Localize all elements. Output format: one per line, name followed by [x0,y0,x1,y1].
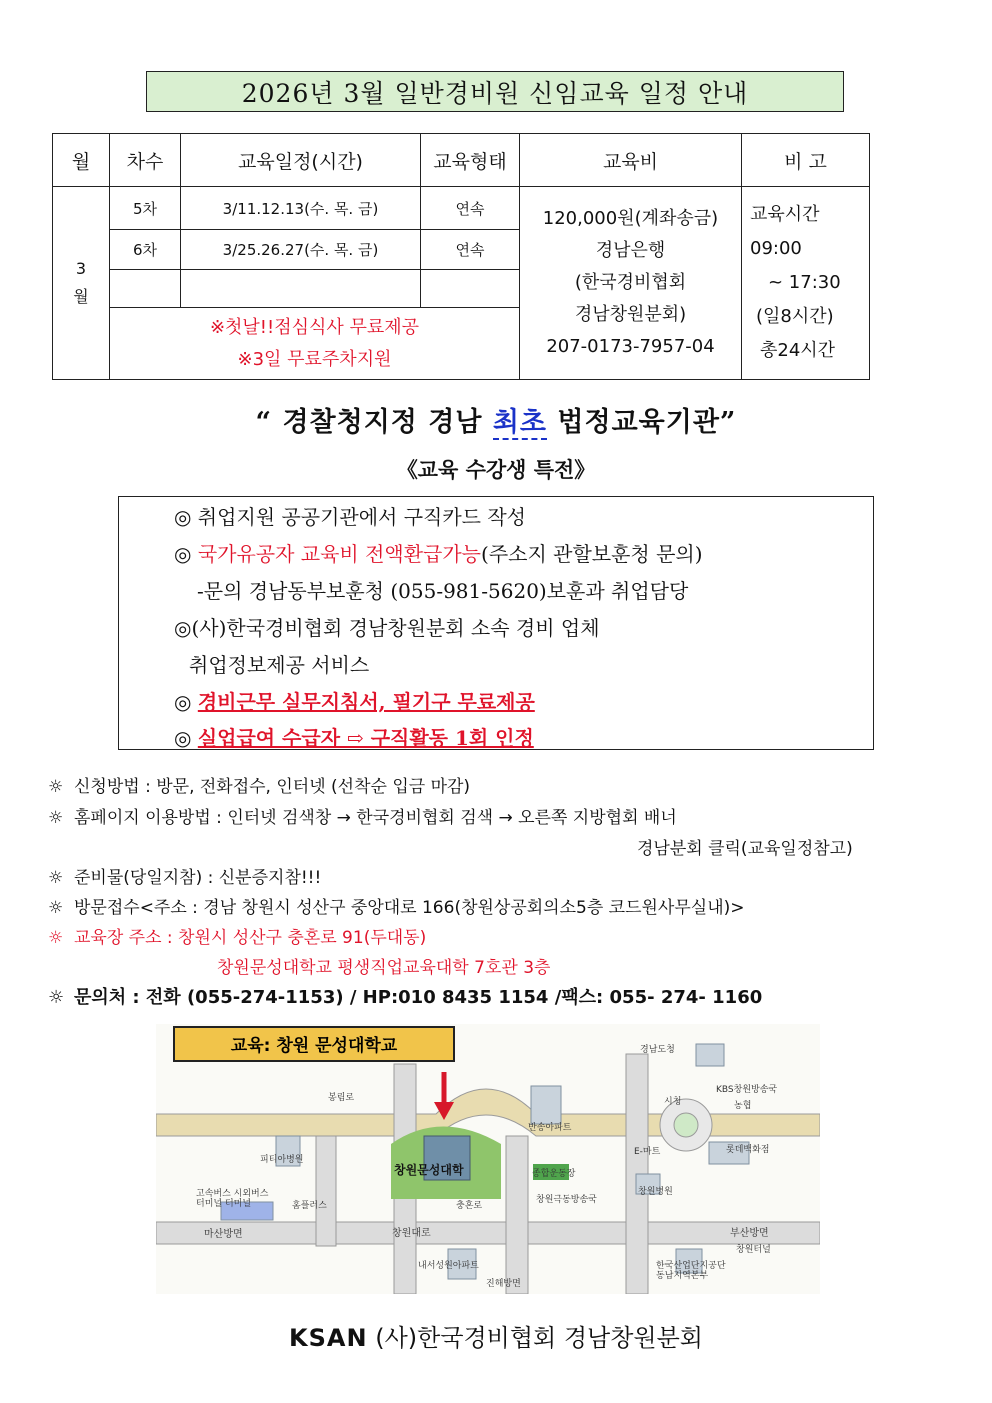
fee-holder-2: 경남창원분회) [574,304,687,325]
round-cell: 6차 [110,230,181,270]
remark-label: 교육시간 [750,204,820,225]
map-label: 창원대로 [392,1228,431,1239]
fee-account: 207-0173-7957-04 [546,336,715,357]
info-contact-text: 문의처 : 전화 (055-274-1153) / HP:010 8435 1154 /팩스: 055- 274- 1160 [74,987,763,1008]
info-homepage [48,803,677,828]
info-visit-text: 방문접수<주소 : 경남 창원시 성산구 중앙대로 166(창원상공회의소5층 코드원사무실내)> [74,898,745,918]
benefit-job-card: ◎ 취업지원 공공기관에서 구직카드 작성 [174,505,527,529]
sun-icon: ☼ [48,868,64,888]
slogan-prefix: “ 경찰청지정 경남 [255,407,493,438]
info-venue-text: 교육장 주소 : 창원시 성산구 충혼로 91(두대동) [74,928,427,948]
map-label: 부산방면 [730,1228,769,1239]
slogan-suffix: 법정교육기관” [547,407,737,438]
benefit-unemployment-red: 실업급여 수급자 ⇨ 구직활동 1회 인정 [197,726,534,750]
remark-cell [742,187,870,380]
ksan-logo: KSAN [289,1324,368,1352]
benefit-job-info: 취업정보제공 서비스 [189,653,370,677]
empty-cell [181,270,421,308]
header-round: 차수 [110,134,181,187]
header-remark: 비 고 [742,134,870,187]
benefit-title: 《교육 수강생 특전》 [396,458,596,482]
map-label: 반송아파트 [528,1123,572,1133]
remark-start: 09:00 [750,238,802,259]
map-label: 동남지역본부 [656,1271,709,1281]
table-row [53,187,870,230]
benefit-manual [174,686,535,715]
fee-bank: 경남은행 [595,240,666,261]
info-homepage-text: 홈페이지 이용방법 : 인터넷 검색창 → 한국경비협회 검색 → 오른쪽 지방협회 배너 [74,808,677,828]
date-cell: 3/25.26.27(수. 목. 금) [181,230,421,270]
round-cell: 5차 [110,187,181,230]
map-label: 한국산업단지공단 [656,1261,726,1271]
header-fee: 교육비 [520,134,742,187]
header-type: 교육형태 [421,134,520,187]
info-prep-text: 준비물(당일지참) : 신분증지참!!! [74,868,322,888]
map-banner: 교육: 창원 문성대학교 [230,1036,398,1056]
info-visit [48,893,745,918]
empty-cell [421,270,520,308]
date-cell: 3/11.12.13(수. 목. 금) [181,187,421,230]
benefit-inquiry: -문의 경남동부보훈청 (055-981-5620)보훈과 취업담당 [197,579,689,603]
map-label: 종합운동장 [532,1169,576,1179]
header-month: 월 [53,134,110,187]
map-label: 봉림로 [328,1093,355,1103]
empty-cell [110,270,181,308]
map-label: 창원극동방송국 [536,1195,597,1205]
fee-cell [520,187,742,380]
month-unit: 월 [73,287,89,306]
map-label: 진해방면 [486,1279,521,1289]
sun-icon: ☼ [48,808,64,828]
note-parking: ※3일 무료주차지원 [237,348,392,370]
map-label: 농협 [734,1101,752,1111]
sun-icon: ☼ [48,928,64,948]
benefit-veteran-note: (주소지 관할보훈청 문의) [481,542,703,566]
page-title: 2026년 3월 일반경비원 신임교육 일정 안내 [146,71,844,112]
benefit-veteran [174,538,703,567]
bullet-icon: ◎ [174,690,198,714]
slogan [0,400,992,439]
map-label: E-마트 [634,1147,661,1157]
info-venue-cont: 창원문성대학교 평생직업교육대학 7호관 3층 [217,958,551,978]
map-label: KBS창원방송국 [716,1085,778,1095]
benefit-manual-red: 경비근무 실무지침서, 필기구 무료제공 [197,690,535,714]
map-label: 충혼로 [456,1201,483,1211]
info-homepage-cont: 경남분회 클릭(교육일정참고) [637,839,853,859]
benefit-box [118,496,874,750]
map-university-label: 창원문성대학 [394,1163,464,1177]
remark-total: 총24시간 [760,340,836,361]
slogan-highlight: 최초 [492,407,548,438]
note-lunch: ※첫날!!점심식사 무료제공 [209,316,420,338]
sun-icon: ☼ [48,777,64,797]
info-prep [48,863,321,888]
info-apply [48,772,470,797]
schedule-table [52,133,870,380]
map-label: 고속버스 시외버스 [196,1189,269,1199]
remark-end: ~ 17:30 [768,272,841,293]
benefit-unemployment [174,722,534,751]
info-venue [48,923,426,948]
map-label: 창원터널 [736,1245,771,1255]
type-cell: 연속 [421,230,520,270]
map-label: 내서성원아파트 [418,1261,479,1271]
map-label: 홈플러스 [292,1201,327,1211]
benefit-veteran-red: 국가유공자 교육비 전액환급가능 [197,542,482,566]
map-label: 마산방면 [204,1229,243,1240]
remark-daily: (일8시간) [756,306,834,327]
bullet-icon: ◎ [174,726,198,750]
month-cell [53,187,110,380]
header-date: 교육일정(시간) [181,134,421,187]
type-cell: 연속 [421,187,520,230]
info-contact [48,983,762,1009]
info-apply-text: 신청방법 : 방문, 전화접수, 인터넷 (선착순 입금 마감) [74,777,471,797]
sun-icon: ☼ [48,898,64,918]
bullet-icon: ◎ [174,542,198,566]
map-label: 터미널 터미널 [196,1199,252,1209]
map-label: 경남도청 [640,1045,675,1055]
map-label: 시청 [664,1097,682,1107]
fee-holder-1: (한국경비협회 [574,272,687,293]
map-label: 창원병원 [638,1187,673,1197]
fee-amount: 120,000원(계좌송금) [542,208,719,229]
footer-org: (사)한국경비협회 경남창원분회 [375,1324,703,1352]
map-label: 롯데백화점 [726,1145,770,1155]
notes-cell [110,308,520,380]
month-number: 3 [75,259,87,278]
location-map [156,1024,820,1294]
footer [0,1318,992,1353]
benefit-member: ◎(사)한국경비협회 경남창원분회 소속 경비 업체 [174,616,600,640]
map-label: 피티아병원 [260,1155,304,1165]
sun-icon: ☼ [48,987,65,1008]
table-header-row [53,134,870,187]
